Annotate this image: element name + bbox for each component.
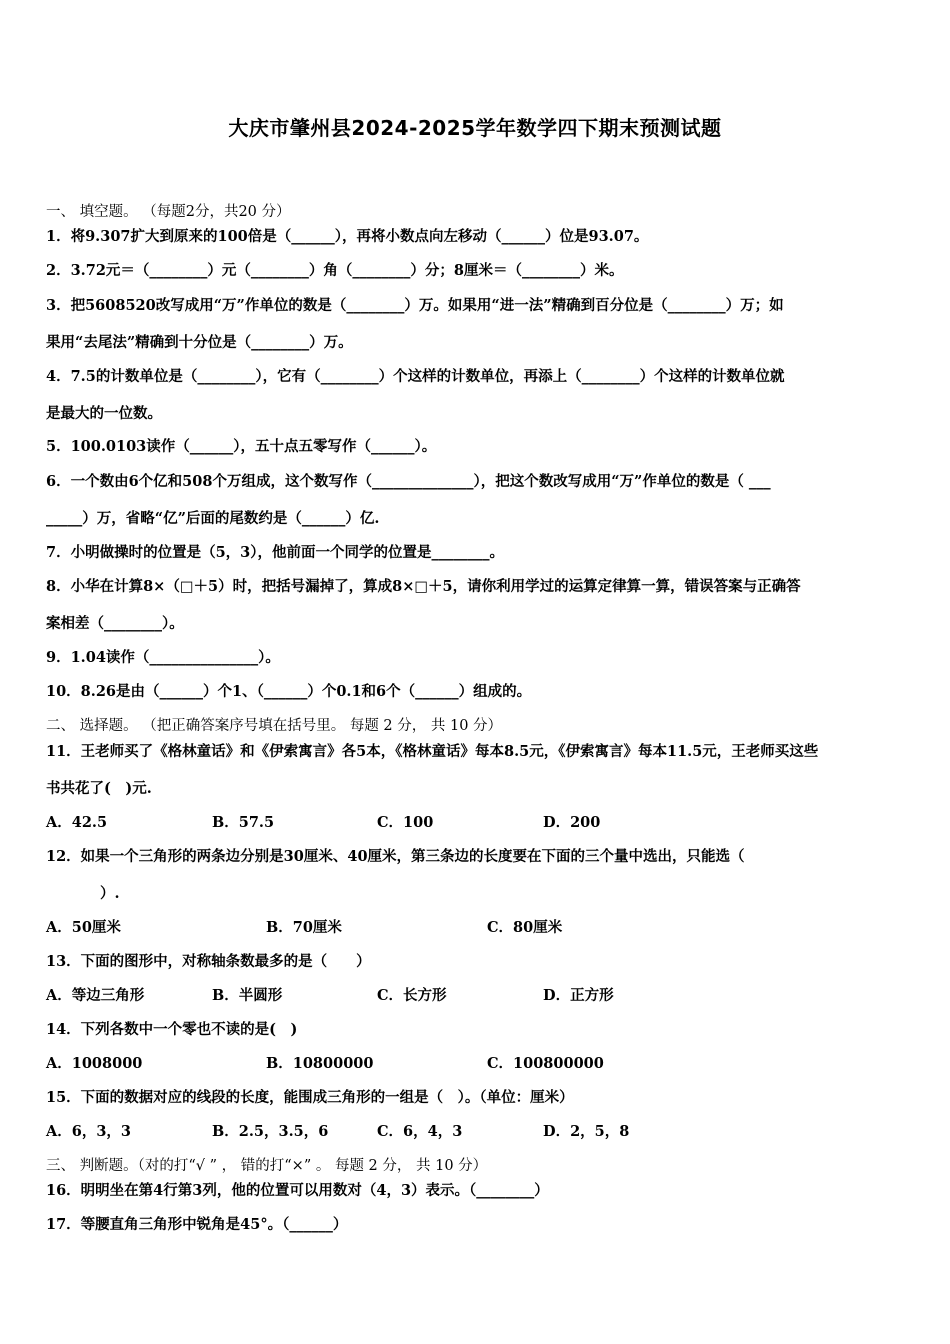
question-4-line-1: 4．7.5的计数单位是（________），它有（________）个这样的计数单位，再添上（________）个这样的计数单位就 [46, 368, 785, 385]
option-c[interactable]: C．80厘米 [487, 919, 563, 936]
section-heading-fill-in: 一、 填空题。 （每题2分，共20 分） [46, 204, 291, 220]
question-12-line-1: 12．如果一个三角形的两条边分别是30厘米、40厘米，第三条边的长度要在下面的三个量中选出，只能选（ [46, 848, 745, 865]
question-15-options [46, 1122, 908, 1142]
page-title: 大庆市肇州县2024-2025学年数学四下期末预测试题 [228, 116, 722, 140]
question-8-line-2: 案相差（________）。 [46, 615, 184, 632]
option-a[interactable]: A．1008000 [46, 1055, 143, 1072]
question-5: 5．100.0103读作（______），五十点五零写作（______）。 [46, 438, 437, 455]
option-b[interactable]: B．2.5，3.5，6 [212, 1123, 329, 1140]
section-heading-choice: 二、 选择题。 （把正确答案序号填在括号里。 每题 2 分， 共 10 分） [46, 718, 503, 734]
option-a[interactable]: A．6，3，3 [46, 1123, 132, 1140]
question-16: 16．明明坐在第4行第3列，他的位置可以用数对（4，3）表示。（________） [46, 1182, 549, 1199]
option-a[interactable]: A．42.5 [46, 814, 108, 831]
option-c[interactable]: C．100800000 [487, 1055, 604, 1072]
option-d[interactable]: D．200 [543, 814, 601, 831]
question-7: 7．小明做操时的位置是（5，3），他前面一个同学的位置是________。 [46, 544, 505, 561]
option-b[interactable]: B．70厘米 [266, 919, 342, 936]
question-6-line-1: 6．一个数由6个亿和508个万组成，这个数写作（______________），把这个数改写成用“万”作单位的数是（ ___ [46, 473, 771, 490]
question-3-line-2: 果用“去尾法”精确到十分位是（________）万。 [46, 334, 353, 351]
option-b[interactable]: B．10800000 [266, 1055, 374, 1072]
question-3-line-1: 3．把5608520改写成用“万”作单位的数是（________）万。如果用“进一法”精确到百分位是（________）万；如 [46, 297, 784, 314]
option-b[interactable]: B．57.5 [212, 814, 275, 831]
option-d[interactable]: D．正方形 [543, 987, 614, 1004]
question-11-line-1: 11．王老师买了《格林童话》和《伊索寓言》各5本，《格林童话》每本8.5元，《伊索寓言》每本11.5元，王老师买这些 [46, 743, 819, 760]
question-10: 10．8.26是由（______）个1、（______）个0.1和6个（______）组成的。 [46, 683, 532, 700]
option-c[interactable]: C．6，4，3 [377, 1123, 463, 1140]
question-1: 1．将9.307扩大到原来的100倍是（______），再将小数点向左移动（______）位是93.07。 [46, 228, 649, 245]
question-13-options [46, 986, 908, 1006]
question-4-line-2: 是最大的一位数。 [46, 405, 162, 422]
question-15: 15．下面的数据对应的线段的长度，能围成三角形的一组是（ ）。（单位：厘米） [46, 1089, 574, 1106]
option-a[interactable]: A．等边三角形 [46, 987, 145, 1004]
question-14: 14．下列各数中一个零也不读的是( ) [46, 1021, 298, 1038]
question-13: 13．下面的图形中，对称轴条数最多的是（ ） [46, 953, 371, 970]
question-8-line-1: 8．小华在计算8×（□＋5）时，把括号漏掉了，算成8×□＋5，请你利用学过的运算定律算一算，错误答案与正确答 [46, 578, 801, 595]
question-12-options [46, 918, 908, 938]
question-17: 17．等腰直角三角形中锐角是45°。（______） [46, 1216, 348, 1233]
option-c[interactable]: C．100 [377, 814, 434, 831]
question-6-line-2: _____）万，省略“亿”后面的尾数约是（______）亿. [46, 510, 380, 527]
option-d[interactable]: D．2，5，8 [543, 1123, 630, 1140]
question-11-line-2: 书共花了( )元. [46, 780, 152, 797]
section-heading-judgement: 三、 判断题。（对的打“√ ” ， 错的打“×” 。 每题 2 分， 共 10 分） [46, 1158, 488, 1174]
question-12-line-2: ）. [100, 885, 120, 902]
option-c[interactable]: C．长方形 [377, 987, 447, 1004]
option-b[interactable]: B．半圆形 [212, 987, 283, 1004]
question-2: 2．3.72元＝（________）元（________）角（________）分；8厘米＝（________）米。 [46, 262, 624, 279]
question-14-options [46, 1054, 908, 1074]
question-11-options [46, 813, 908, 833]
question-9: 9．1.04读作（_______________）。 [46, 649, 280, 666]
option-a[interactable]: A．50厘米 [46, 919, 121, 936]
